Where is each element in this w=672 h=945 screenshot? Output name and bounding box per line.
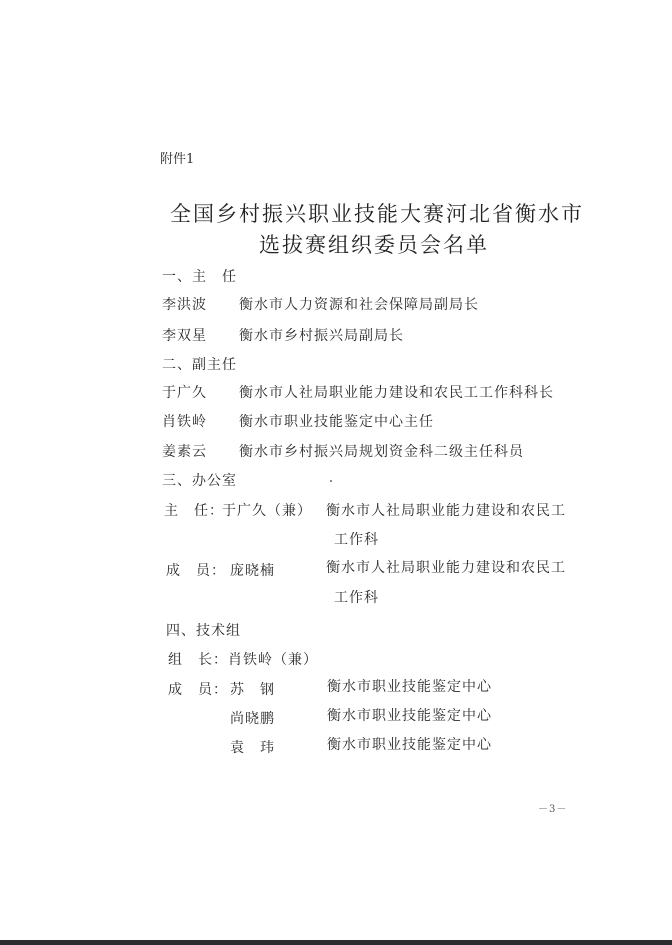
member-org: 衡水市职业技能鉴定中心 <box>327 737 492 753</box>
member-name: 李洪波 <box>162 297 207 313</box>
member-title: 衡水市人社局职业能力建设和农民工工作科科长 <box>239 385 554 401</box>
office-member-title: 衡水市人社局职业能力建设和农民工 <box>326 560 566 576</box>
office-director-label: 主 任： <box>164 503 224 519</box>
member-title: 衡水市人力资源和社会保障局副局长 <box>239 297 479 313</box>
office-director-title: 衡水市人社局职业能力建设和农民工 <box>326 503 566 519</box>
office-director-name: 于广久（兼） <box>222 503 312 519</box>
member-org: 衡水市职业技能鉴定中心 <box>327 679 492 695</box>
member-name: 姜素云 <box>162 444 207 460</box>
scan-bottom-edge <box>0 940 672 945</box>
member-title: 衡水市乡村振兴局规划资金科二级主任科员 <box>239 444 524 460</box>
attachment-label: 附件1 <box>160 152 195 167</box>
member-name: 苏 钢 <box>230 682 275 698</box>
member-name: 尚晓鹏 <box>230 711 275 727</box>
office-director-title-cont: 工作科 <box>334 532 379 548</box>
section-heading-director: 一、主 任 <box>162 269 237 285</box>
member-title: 衡水市乡村振兴局副局长 <box>239 328 404 344</box>
member-title: 衡水市职业技能鉴定中心主任 <box>239 414 434 430</box>
tech-leader-name: 肖铁岭（兼） <box>228 652 318 668</box>
member-org: 衡水市职业技能鉴定中心 <box>327 708 492 724</box>
section-heading-office: 三、办公室 <box>162 473 237 489</box>
member-name: 于广久 <box>162 385 207 401</box>
tech-leader-label: 组 长： <box>168 652 228 668</box>
member-name: 肖铁岭 <box>162 414 207 430</box>
scan-speck <box>330 480 332 482</box>
office-member-title-cont: 工作科 <box>334 590 379 606</box>
document-title-line-1: 全国乡村振兴职业技能大赛河北省衡水市 <box>170 202 584 226</box>
section-heading-tech-group: 四、技术组 <box>166 623 241 639</box>
member-name: 李双星 <box>162 328 207 344</box>
section-heading-deputy-director: 二、副主任 <box>162 357 237 373</box>
office-member-name: 庞晓楠 <box>230 563 275 579</box>
member-name: 袁 玮 <box>230 740 275 756</box>
office-member-label: 成 员： <box>166 563 226 579</box>
document-title-line-2: 选拔赛组织委员会名单 <box>259 233 489 257</box>
page-number: －3－ <box>538 804 568 815</box>
tech-member-label: 成 员： <box>168 682 228 698</box>
